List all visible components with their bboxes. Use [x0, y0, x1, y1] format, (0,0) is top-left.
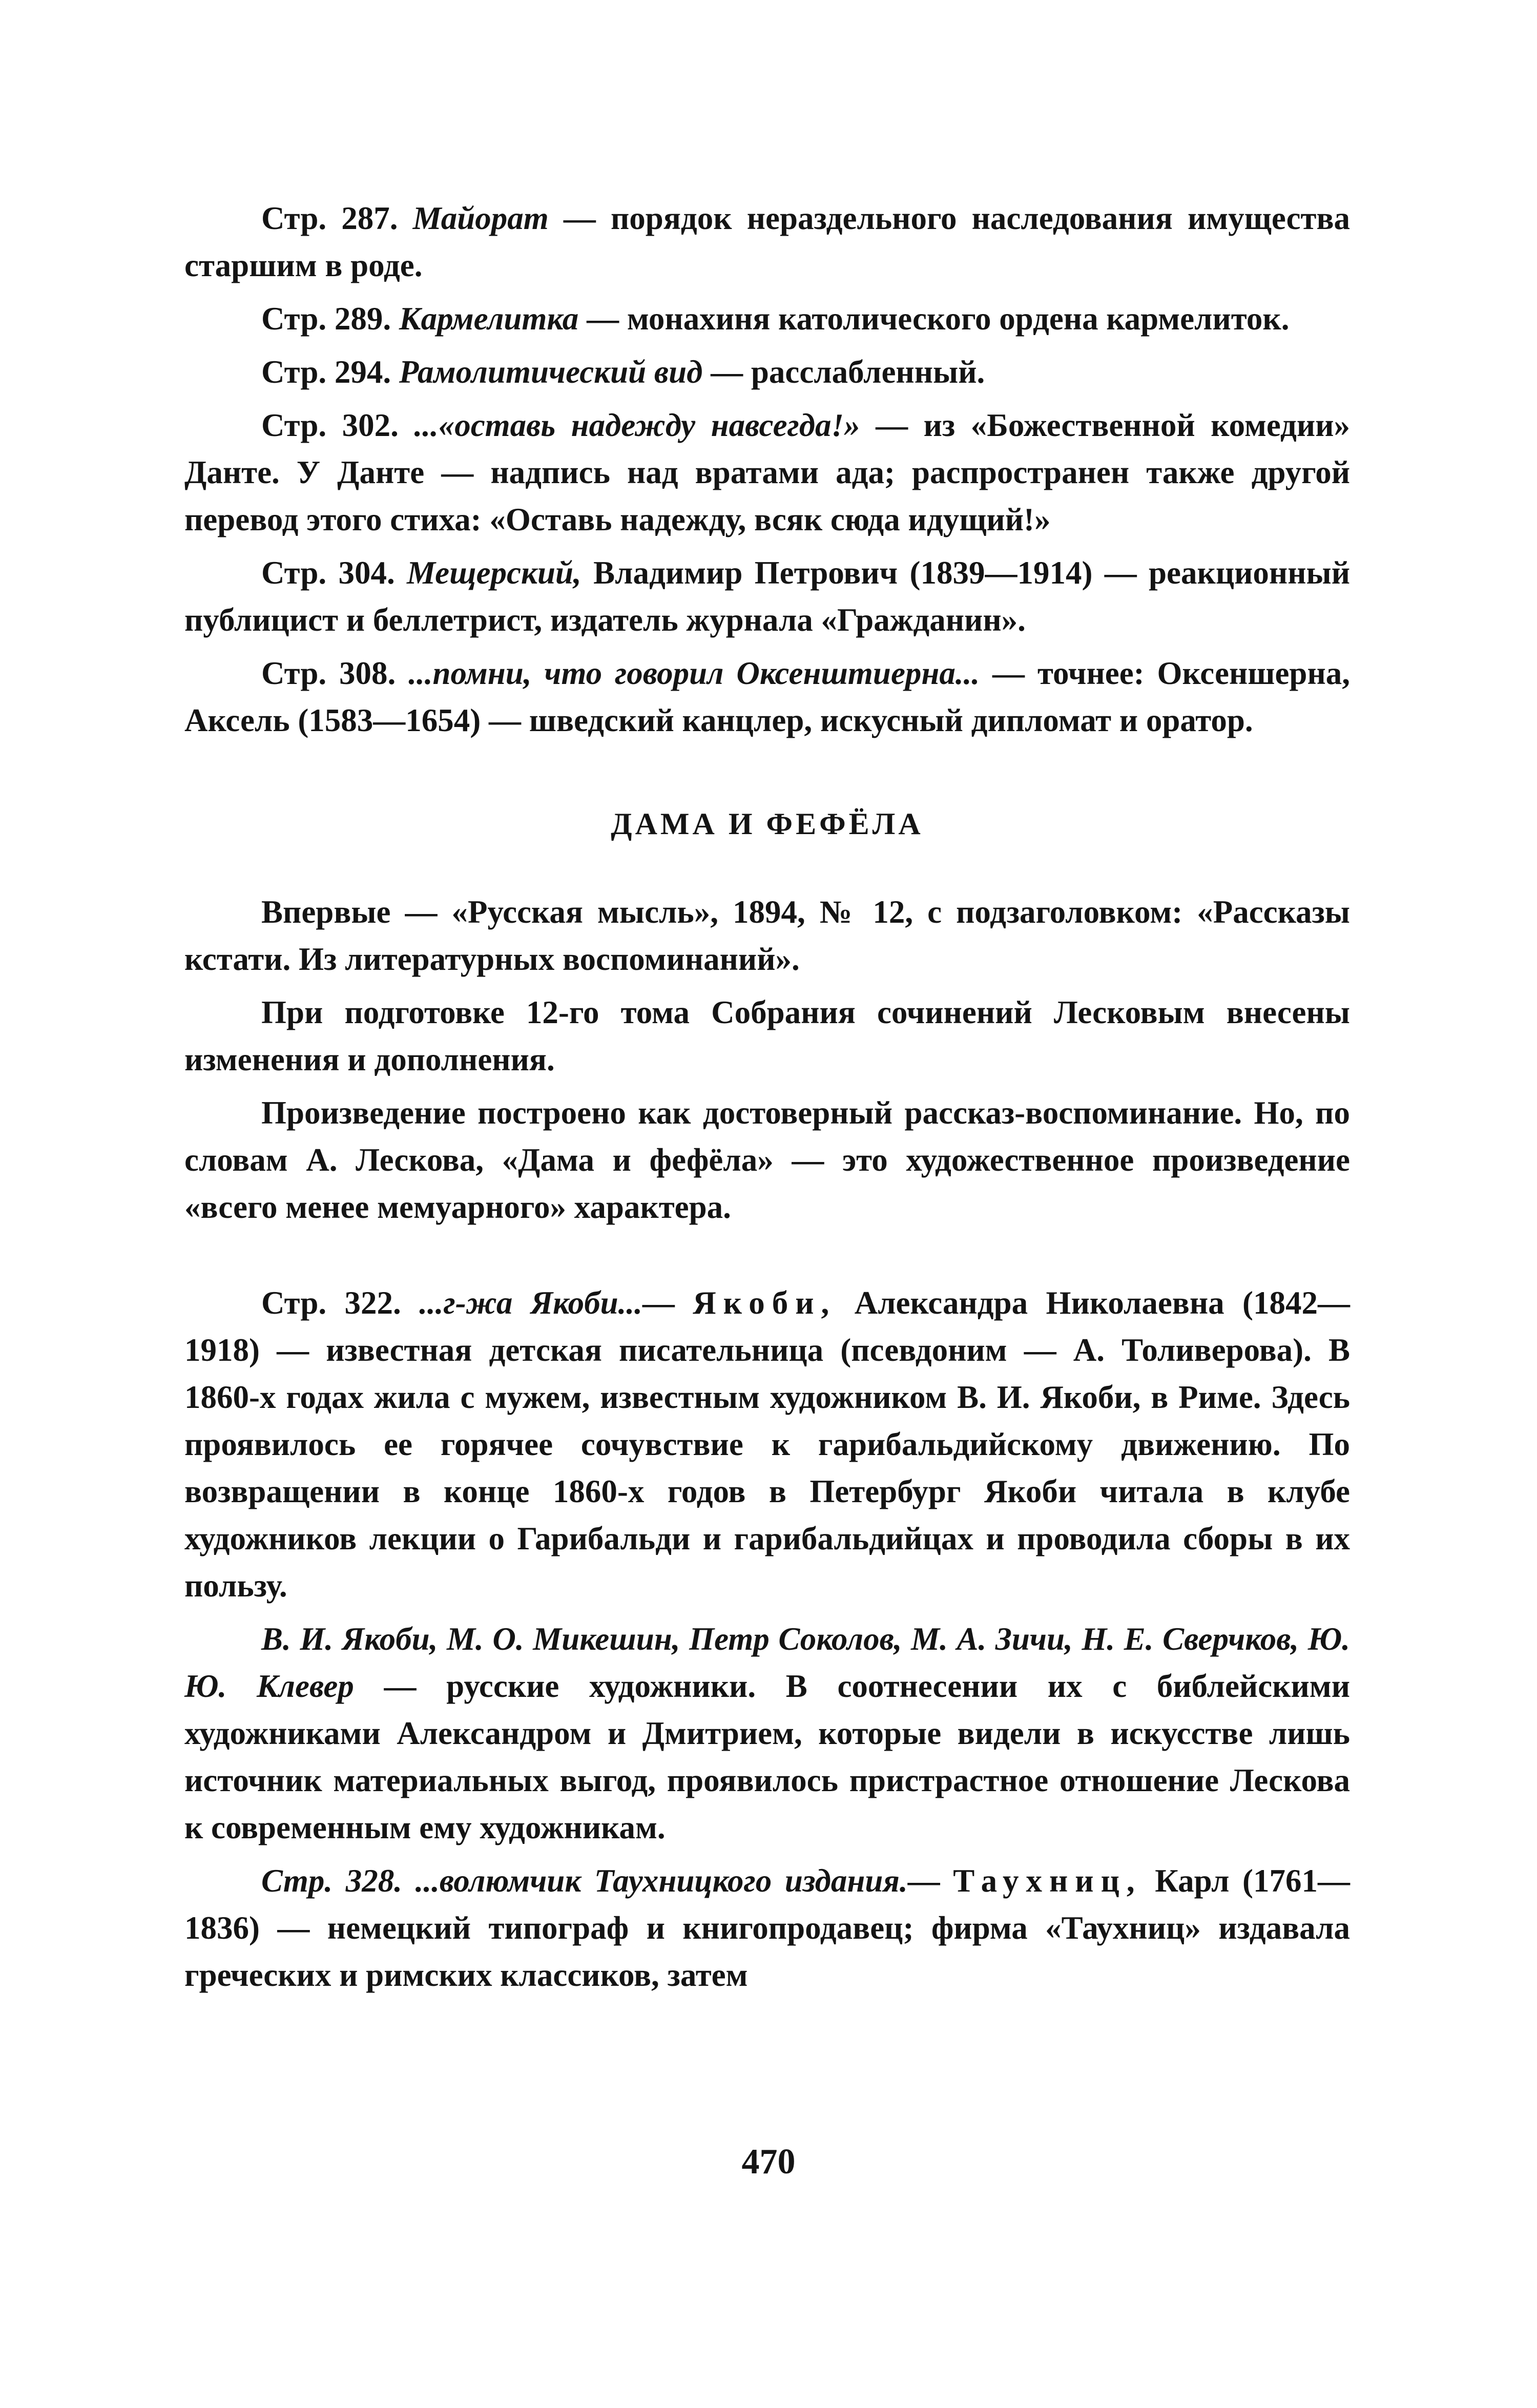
- note-term: Мещерский,: [407, 555, 581, 591]
- note-term: В. И. Якоби, М. О. Микешин, Петр Соколов, М. А. Зичи, Н. Е. Сверчков, Ю. Ю. Клевер: [184, 1621, 1350, 1704]
- note-term: ...помни, что говорил Оксенштиерна...: [408, 655, 980, 691]
- page-ref: Стр. 308.: [261, 655, 396, 691]
- note-artists: [184, 1615, 1350, 1851]
- note-text: — точнее: Оксеншерна, Аксель (1583—1654) — шведский канцлер, искусный дипломат и оратор.: [184, 655, 1351, 738]
- page-ref: Стр. 322.: [261, 1285, 401, 1321]
- note-text: Карл (1761—1836) — немецкий типограф и книгопродавец; фирма «Таухниц» издавала греческих и римских классиков, затем: [184, 1863, 1351, 1993]
- note-term: ...г-жа Якоби...: [419, 1285, 642, 1321]
- note-dash: —: [907, 1863, 953, 1899]
- page-ref: Стр. 294.: [261, 354, 391, 390]
- page-ref: Стр. 287.: [261, 200, 398, 236]
- page-ref: Стр. 328.: [261, 1863, 403, 1899]
- note-term: ...волюмчик Таухницкого издания.: [415, 1863, 908, 1899]
- note-term: Майорат: [412, 200, 549, 236]
- page-text: [184, 195, 1350, 1999]
- note-322: Стр. 322. ...г-жа Якоби...— Якоби, Александра Николаевна (1842—1918) — известная детская писательница (псевдоним — А. Толиверова). В 1860-х годах жила с мужем, известным художником В. И. Якоби, в Риме. Здесь проявилось ее горячее сочувствие к гарибальдийскому движению. По возвращении в конце 1860-х годов в Петербург Якоби читала в клубе художников лекции о Гарибальди и гарибальдийцах и проводила сборы в их пользу.: [184, 1285, 1350, 1604]
- note-text: — русские художники. В соотнесении их с библейскими художниками Александром и Дмитрием, которые видели в искусстве лишь источник материальных выгод, проявилось пристрастное отношение Лескова к современным ему художникам.: [184, 1668, 1350, 1845]
- intro-first-published: Впервые — «Русская мысль», 1894, № 12, с подзаголовком: «Рассказы кстати. Из литературных воспоминаний».: [184, 894, 1350, 977]
- note-308: [184, 650, 1350, 744]
- note-text: — расслабленный.: [702, 354, 985, 390]
- page-ref: Стр. 304.: [261, 555, 395, 591]
- note-text: — порядок нераздельного наследования имущества старшим в роде.: [184, 200, 1351, 283]
- page-ref: Стр. 302.: [261, 407, 399, 443]
- page-ref: Стр. 289.: [261, 301, 391, 337]
- note-302: [184, 402, 1350, 543]
- intro-revisions: При подготовке 12-го тома Собрания сочинений Лесковым внесены изменения и дополнения.: [184, 994, 1350, 1077]
- note-text: Владимир Петрович (1839—1914) — реакционный публицист и беллетрист, издатель журнала «Гражданин».: [184, 555, 1351, 638]
- note-text: Александра Николаевна (1842—1918) — известная детская писательница (псевдоним — А. Толиверова). В 1860-х годах жила с мужем, известным художником В. И. Якоби, в Риме. Здесь проявилось ее горячее сочувствие к гарибальдийскому движению. По возвращении в конце 1860-х годов в Петербург Якоби читала в клубе художников лекции о Гарибальди и гарибальдийцах и проводила сборы в их пользу.: [184, 1285, 1350, 1604]
- note-term: Кармелитка: [399, 301, 579, 337]
- note-304: [184, 549, 1350, 643]
- spaced-name: Якоби,: [693, 1285, 837, 1321]
- note-328: [184, 1857, 1350, 1999]
- section-title: ДАМА И ФЕФЁЛА: [611, 807, 924, 841]
- note-term: Рамолитический вид: [399, 354, 703, 390]
- note-294: [184, 348, 1350, 396]
- note-287: [184, 195, 1350, 289]
- note-text: — из «Божественной комедии» Данте. У Данте — надпись над вратами ада; распространен также другой перевод этого стиха: «Оставь надежду, всяк сюда идущий!»: [184, 407, 1350, 537]
- page-number: 470: [741, 2142, 796, 2182]
- note-term: ...«оставь надежду навсегда!»: [414, 407, 860, 443]
- spaced-name: Таухниц,: [953, 1863, 1142, 1899]
- note-text: — монахиня католического ордена кармелиток.: [578, 301, 1290, 337]
- intro-genre: Произведение построено как достоверный рассказ-воспоминание. Но, по словам А. Лескова, «Дама и фефёла» — это художественное произведение «всего менее мемуарного» характера.: [184, 1095, 1350, 1225]
- note-289: [184, 295, 1350, 342]
